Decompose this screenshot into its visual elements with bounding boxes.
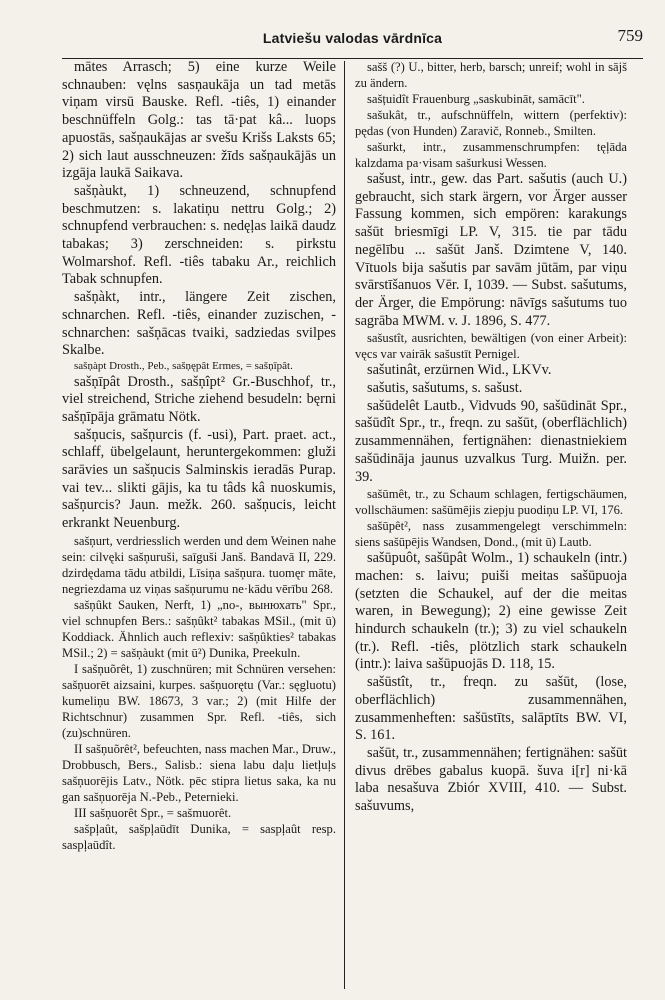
dictionary-entry: sašūt, tr., zusammennähen; fertignähen: sašūt divus drēbes gabalus kuopā. šuva i[r] ni·kā laba nesašuva Zbiór XVIII, 410. — Subst. sašuvums, bbox=[355, 744, 627, 815]
dictionary-entry: sašņàpt Drosth., Peb., sašņępât Ermes, = sašņīpât. bbox=[74, 359, 293, 372]
dictionary-entry: sašūdelêt Lautb., Vidvuds 90, sašūdināt Spr., sašūdît Spr., tr., freqn. zu sašūt, (oberflächlich) zusammennähen, fertignähen: dienastniekiem sašūdināja jaunus uzvalkus Turg. Muižn. per. 39. bbox=[355, 397, 627, 485]
dictionary-entry: sašņucis, sašņurcis (f. -usi), Part. praet. act., schlaff, übelgelaunt, heruntergekommen: gluži sarāvies un sašņucis Salminskis ieradās Purap. vai tev... slikti gājis, ka tu tâds kâ nuoskumis, sašņurcis? Jaun. mežk. 260. sašņucis, leicht erkrankt Neuenburg. bbox=[62, 426, 336, 532]
page-header bbox=[62, 0, 643, 59]
dictionary-entry: sašūpuôt, sašūpât Wolm., 1) schaukeln (intr.) machen: s. laivu; puiši meitas sašūpuoja (setzten die Schaukel, auf der die meitas waren, in Bewegung); 2) eine gewisse Zeit hindurch schaukeln (tr.); 3) zu viel schaukeln (tr.). Refl. -tiês, plötzlich stark schaukeln (intr.): laiva sašūpuojās D. 118, 15. bbox=[355, 550, 627, 673]
page-number: 759 bbox=[617, 26, 643, 45]
right-column bbox=[345, 59, 627, 989]
dictionary-entry: sašņīpât Drosth., sašņîpt² Gr.-Buschhof, tr., viel streichend, Striche ziehend besudeln: bęrni sašņīpāja grāmatu Nötk. bbox=[62, 373, 336, 425]
dictionary-entry: sašust, intr., gew. das Part. sašutis (auch U.) gebraucht, sich stark ärgern, vor Ärger ausser Fassung kommen, sich empören: karakungs sašūt briesmīgi LP. V, 315. tie par tādu negēlību ... sašūt Janš. Dzimtene V, 140. Vītuols bija sašutis par savām jūtām, par viņu svārstīšanuos Vēr. I, 1039. — Subst. sašutums, der Ärger, die Empörung: nāvīgs sašutums tuo sagrāba MWM. v. J. 1896, S. 477. bbox=[355, 171, 627, 329]
dictionary-entry: sašņàukt, 1) schneuzend, schnupfend beschmutzen: s. lakatiņu nettru Golg.; 2) schnupfend verbrauchen: s. nedęļas laikā daudz tabakas; 3) zerschneiden: s. pirkstu Wolmarshof. Refl. -tiês tabaku Ar., reichlich Tabak schnupfen. bbox=[62, 182, 336, 288]
dictionary-entry: I sašņuõrêt, 1) zuschnüren; mit Schnüren versehen: sašņuorēt aizsaini, kurpes. sašņuorętu (Var.: sęgluotu) kumeliņu BW. 18673, 3 var.; 2) (mit Hilfe der Richtschnur) zusammen Spr. Refl. -tiês, sich (zu)schnüren. bbox=[62, 661, 336, 740]
dictionary-entry: sašūmêt, tr., zu Schaum schlagen, fertigschäumen, vollschäumen: sašūmējis ziepju puodiņu LP. VI, 176. bbox=[355, 487, 627, 518]
dictionary-entry: II sašņuõrêt², befeuchten, nass machen Mar., Druw., Drobbusch, Bers., Salisb.: siena labu daļu lietļuļs sašņuorējis Latv., Nötk. pēc stipra lietus saka, ka nu gan sašņuorēja N.-Peb., Peterniekі. bbox=[62, 741, 336, 804]
dictionary-entry: sašūstît, tr., freqn. zu sašūt, (lose, oberflächlich) zusammennähen, zusammenheften: sašūstīts, salāptīts BW. VI, S. 161. bbox=[355, 674, 627, 744]
dictionary-entry: sašustît, ausrichten, bewältigen (von einer Arbeit): vęcs var vairāk sašustīt Pernigel. bbox=[355, 331, 627, 362]
dictionary-entry: sašutinât, erzürnen Wid., LKVv. bbox=[367, 362, 552, 379]
dictionary-entry: sašukât, tr., aufschnüffeln, wittern (perfektiv): pędas (von Hunden) Zaravič, Ronneb., Smilten. bbox=[355, 108, 627, 138]
two-column-body bbox=[62, 59, 643, 989]
dictionary-entry: sašņàkt, intr., längere Zeit zischen, schnarchen. Refl. -tiês, einander zuzischen, -schnarchen: sašņācas tvaiki, sadziedas svilpes Skalbe. bbox=[62, 289, 336, 359]
dictionary-entry: sašņûkt Sauken, Nerft, 1) „no-, вынюхать" Spr., viel schnupfen Bers.: sašņûkt² tabakas MSil., (mit ū) Koddiack. Ähnlich auch reflexiv: sašņûkties² tabakas MSil.; 2) = sašņàukt (mit ū²) Dunika, Preekuln. bbox=[62, 597, 336, 660]
dictionary-entry: sašutis, sašutums, s. sašust. bbox=[367, 380, 523, 397]
dictionary-entry: sašūpêt², nass zusammengelegt verschimmeln: siens sašūpējis Wandsen, Dond., (mit ū) Lautb. bbox=[355, 519, 627, 550]
running-title: Latviešu valodas vārdnīca bbox=[262, 30, 443, 46]
dictionary-entry: sašurkt, intr., zusammenschrumpfen: tęļāda kalzdama pa·visam sašurkusi Wessen. bbox=[355, 140, 627, 170]
dictionary-entry: sašņurt, verdriesslich werden und dem Weinen nahe sein: cilvęki sašņuruši, saīguši Janš. Bandavā II, 229. dzirdędama tādu atbildi, Līsiņa sašņura. tuomęr māte, negriezdama uz viņas sašņurumu ne·kādu vērību 268. bbox=[62, 533, 336, 596]
dictionary-entry: mātes Arrasch; 5) eine kurze Weile schnauben: vęlns sasņaukāja un tad metās viņam virsū Bauske. Refl. -tiês, 1) einander beschnüffeln Golg.: tas tā·pat kâ... luops apuostās, sašņaukājas ar svešu Krišs Laksts 65; 2) sich laut ausschneuzen: žīds sašņaukājās un izgāja laukā Saikava. bbox=[62, 59, 336, 182]
dictionary-entry: sašš (?) U., bitter, herb, barsch; unreif; wohl in sājš zu ändern. bbox=[355, 60, 627, 90]
left-column bbox=[62, 59, 344, 989]
dictionary-entry: III sašņuorêt Spr., = sašmuorêt. bbox=[74, 805, 232, 820]
dictionary-entry: sašpļaût, sašpļaūdīt Dunika, = saspļaût resp. saspļaūdît. bbox=[62, 821, 336, 852]
dictionary-entry: sašțuidît Frauenburg „saskubināt, samācīt". bbox=[367, 92, 585, 106]
